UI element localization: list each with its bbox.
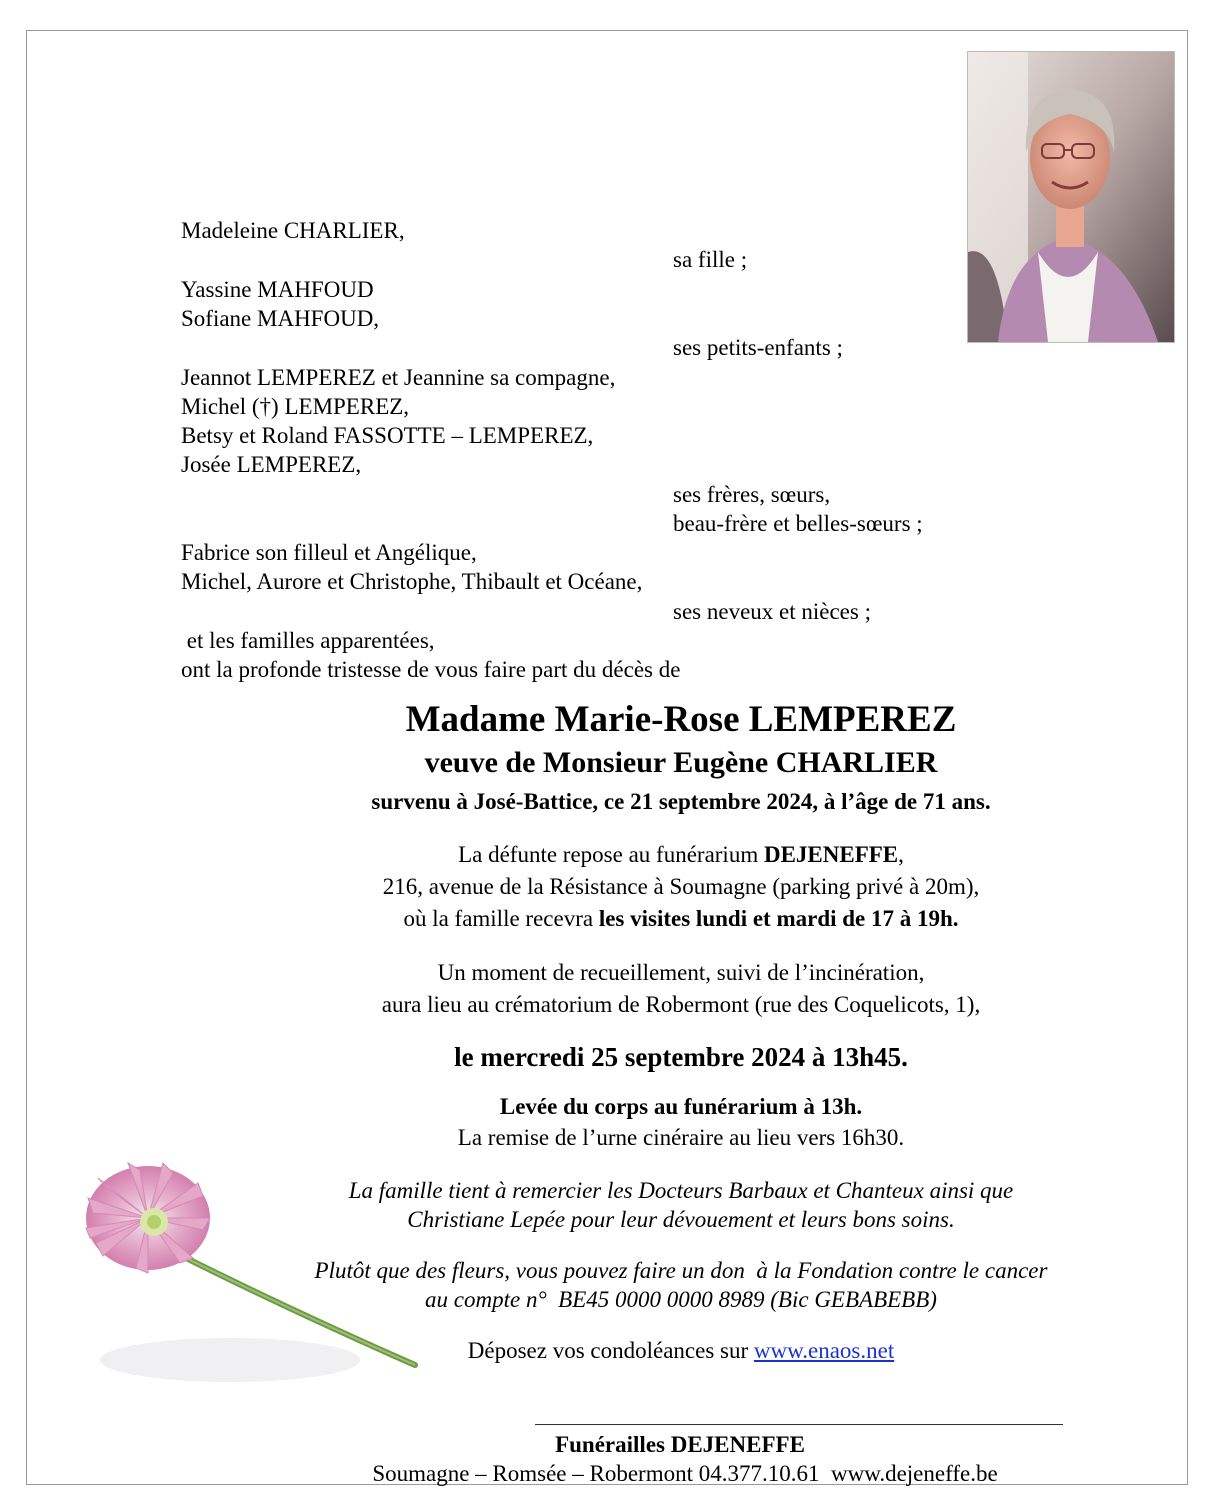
ceremony-date: le mercredi 25 septembre 2024 à 13h45. [454, 1042, 908, 1072]
sibling-name: Josée LEMPEREZ, [181, 452, 362, 477]
repose-prefix: La défunte repose au funérarium [458, 842, 764, 867]
repose-address: 216, avenue de la Résistance à Soumagne (parking privé à 20m), [382, 874, 980, 899]
ceremony-line-2: aura lieu au crématorium de Robermont (rue des Coquelicots, 1), [381, 992, 981, 1017]
sibling-name: Jeannot LEMPEREZ et Jeannine sa compagne, [181, 365, 616, 390]
pink-flower-illustration [70, 1140, 430, 1400]
sibling-name: Michel (†) LEMPEREZ, [181, 394, 410, 419]
families-closing: et les familles apparentées, [181, 628, 435, 653]
grandchild-name: Yassine MAHFOUD [181, 277, 374, 302]
grandchild-name: Sofiane MAHFOUD, [181, 306, 380, 331]
footer-company: Funérailles DEJENEFFE [555, 1432, 805, 1457]
sibling-name: Betsy et Roland FASSOTTE – LEMPEREZ, [181, 423, 594, 448]
nephews-relation: ses neveux et nièces ; [673, 599, 871, 624]
visits-hours: les visites lundi et mardi de 17 à 19h. [598, 906, 959, 931]
funeral-home-name: DEJENEFFE [763, 842, 899, 867]
levee-du-corps: Levée du corps au funérarium à 13h. [499, 1094, 863, 1119]
thanks-line: La famille tient à remercier les Docteurs Barbaux et Chanteux ainsi que [348, 1178, 1014, 1203]
condolences-prefix: Déposez vos condoléances sur [467, 1338, 754, 1363]
siblings-relation: beau-frère et belles-sœurs ; [673, 511, 923, 536]
visits-prefix: où la famille recevra [403, 906, 599, 931]
portrait-photo [967, 51, 1175, 343]
donation-line: Plutôt que des fleurs, vous pouvez faire un don à la Fondation contre le cancer [314, 1258, 1048, 1283]
deceased-spouse: veuve de Monsieur Eugène CHARLIER [424, 746, 938, 779]
daughter-relation: sa fille ; [673, 247, 748, 272]
death-details: survenu à José-Battice, ce 21 septembre 2024, à l’âge de 71 ans. [371, 789, 991, 814]
grandchildren-relation: ses petits-enfants ; [673, 335, 843, 360]
nephew-name: Fabrice son filleul et Angélique, [181, 540, 477, 565]
thanks-line: Christiane Lepée pour leur dévouement et leurs bons soins. [407, 1207, 955, 1232]
repose-line-3 [281, 904, 1081, 933]
repose-suffix: , [898, 842, 904, 867]
ceremony-line-1: Un moment de recueillement, suivi de l’incinération, [437, 960, 925, 985]
daughter-name: Madeleine CHARLIER, [181, 218, 405, 243]
nephew-name: Michel, Aurore et Christophe, Thibault et Océane, [181, 569, 643, 594]
footer-divider [535, 1424, 1063, 1425]
footer-details: Soumagne – Romsée – Robermont 04.377.10.61 www.dejeneffe.be [372, 1461, 998, 1486]
urne-remise: La remise de l’urne cinéraire au lieu vers 16h30. [457, 1125, 905, 1150]
siblings-relation: ses frères, sœurs, [673, 482, 831, 507]
announcement-line: ont la profonde tristesse de vous faire part du décès de [181, 657, 681, 682]
condolences-link[interactable]: www.enaos.net [753, 1338, 895, 1363]
repose-line-1 [281, 840, 1081, 869]
deceased-name: Madame Marie-Rose LEMPEREZ [405, 699, 957, 740]
donation-account: au compte n° BE45 0000 0000 8989 (Bic GEBABEBB) [425, 1287, 937, 1312]
